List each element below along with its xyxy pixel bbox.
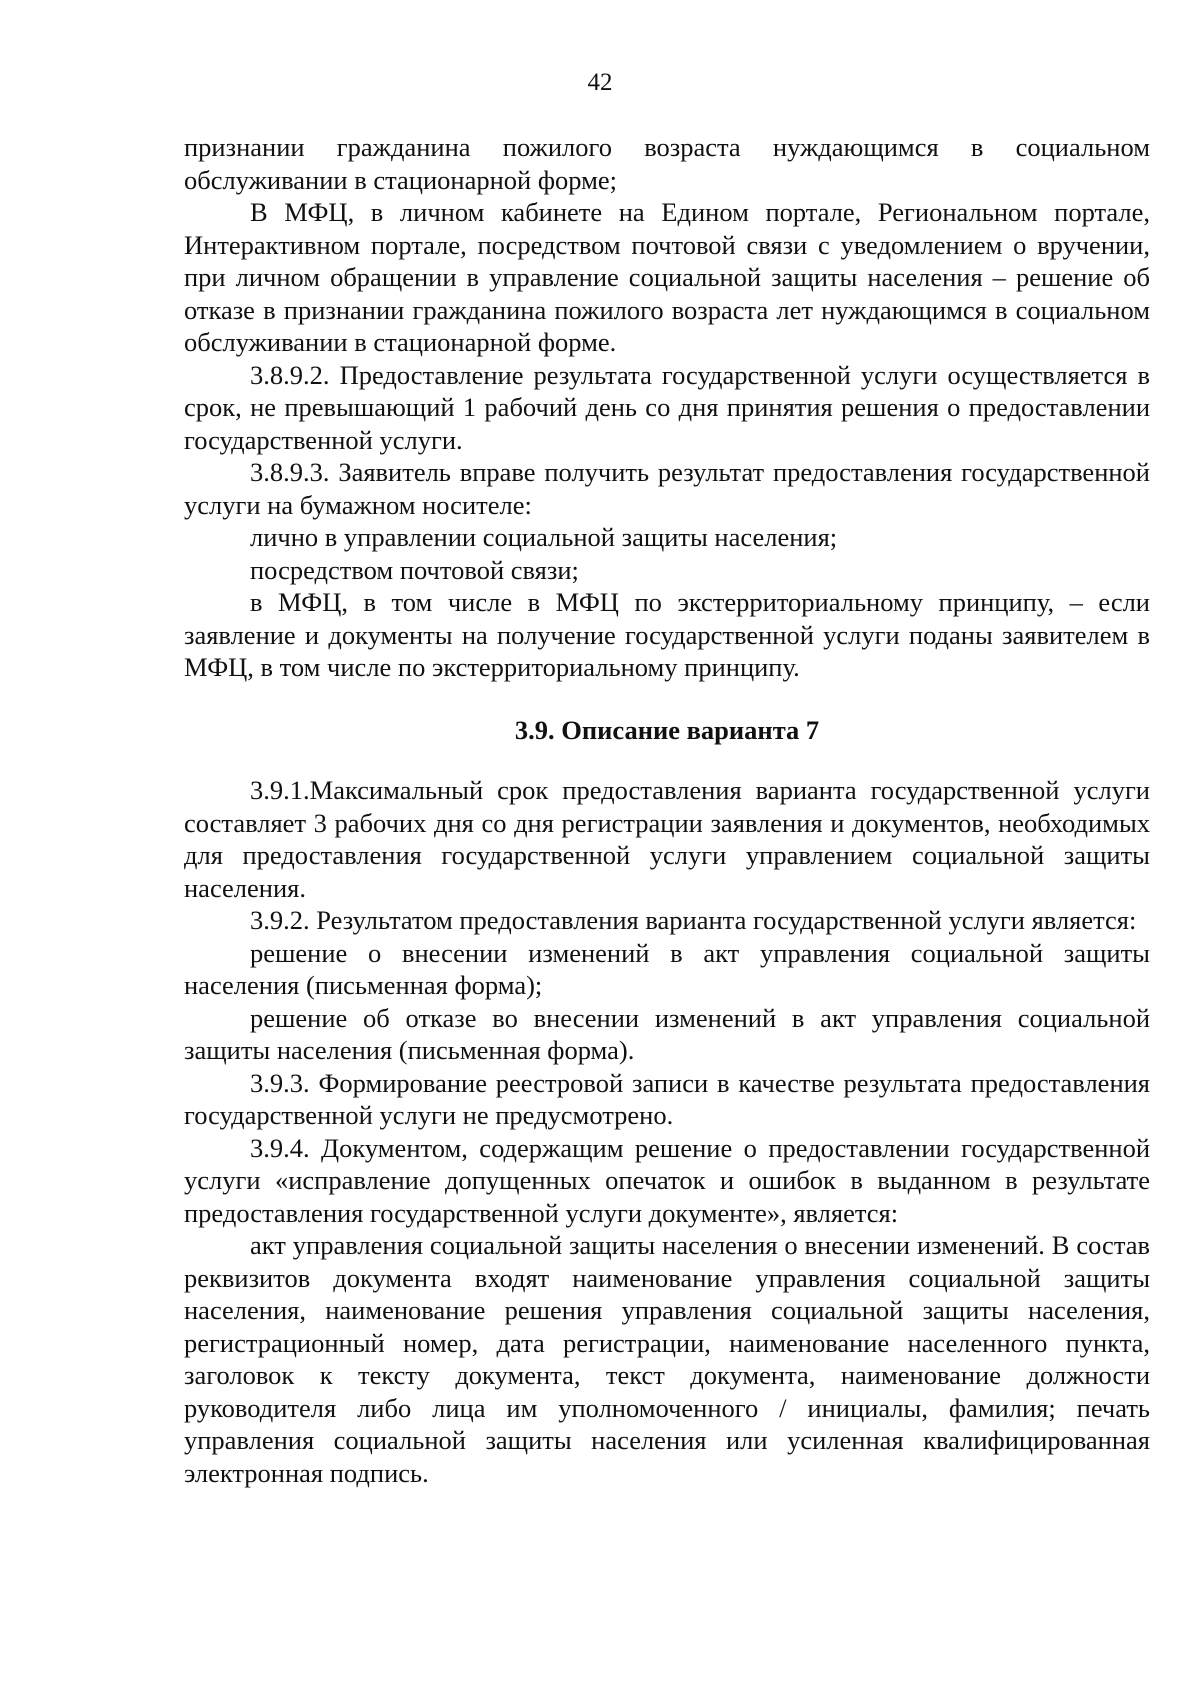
paragraph-3-8-9-2: 3.8.9.2. Предоставление результата государственной услуги осуществляется в срок, не превышающий 1 рабочий день со дня принятия решения о предоставлении государственной услуги. [184,359,1150,455]
paragraph-continuation: признании гражданина пожилого возраста нуждающимся в социальном обслуживании в стационарной форме; [184,132,1150,195]
paragraph-3-9-3: 3.9.3. Формирование реестровой записи в качестве результата предоставления государственной услуги не предусмотрено. [184,1067,1150,1130]
list-item-decision-refusal: решение об отказе во внесении изменений в акт управления социальной защиты населения (письменная форма). [184,1002,1150,1065]
paragraph-delivery-channels: В МФЦ, в личном кабинете на Едином портале, Региональном портале, Интерактивном портале, посредством почтовой связи с уведомлением о вручении, при личном обращении в управление социальной защиты населения – решение об отказе в признании гражданина пожилого возраста лет нуждающимся в социальном обслуживании в стационарной форме. [184,197,1150,357]
list-item-post: посредством почтовой связи; [250,554,579,585]
list-item-decision-changes: решение о внесении изменений в акт управления социальной защиты населения (письменная форма); [184,937,1150,1000]
paragraph-3-9-2: 3.9.2. Результатом предоставления варианта государственной услуги является: [250,905,1137,935]
paragraph-3-8-9-3: 3.8.9.3. Заявитель вправе получить результат предоставления государственной услуги на бумажном носителе: [184,457,1150,520]
section-heading: 3.9. Описание варианта 7 [514,714,820,745]
paragraph-3-9-4: 3.9.4. Документом, содержащим решение о предоставлении государственной услуги «исправление допущенных опечаток и ошибок в выданном в результате предоставления государственной услуги документе», является: [184,1132,1150,1228]
list-item-in-person: лично в управлении социальной защиты населения; [250,522,838,552]
page-number: 42 [587,69,613,96]
paragraph-3-9-1: 3.9.1.Максимальный срок предоставления варианта государственной услуги составляет 3 рабочих дня со дня регистрации заявления и документов, необходимых для предоставления государственной услуги управлением социальной защиты населения. [184,775,1150,903]
document-body [184,131,1150,1489]
paragraph-act-details: акт управления социальной защиты населения о внесении изменений. В состав реквизитов документа входят наименование управления социальной защиты населения, наименование решения управления социальной защиты населения, регистрационный номер, дата регистрации, наименование населенного пункта, заголовок к тексту документа, текст документа, наименование должности руководителя либо лица им уполномоченного / инициалы, фамилия; печать управления социальной защиты населения или усиленная квалифицированная электронная подпись. [184,1230,1150,1488]
list-item-mfc: в МФЦ, в том числе в МФЦ по экстерриториальному принципу, – если заявление и документы на получение государственной услуги поданы заявителем в МФЦ, в том числе по экстерриториальному принципу. [184,587,1150,682]
